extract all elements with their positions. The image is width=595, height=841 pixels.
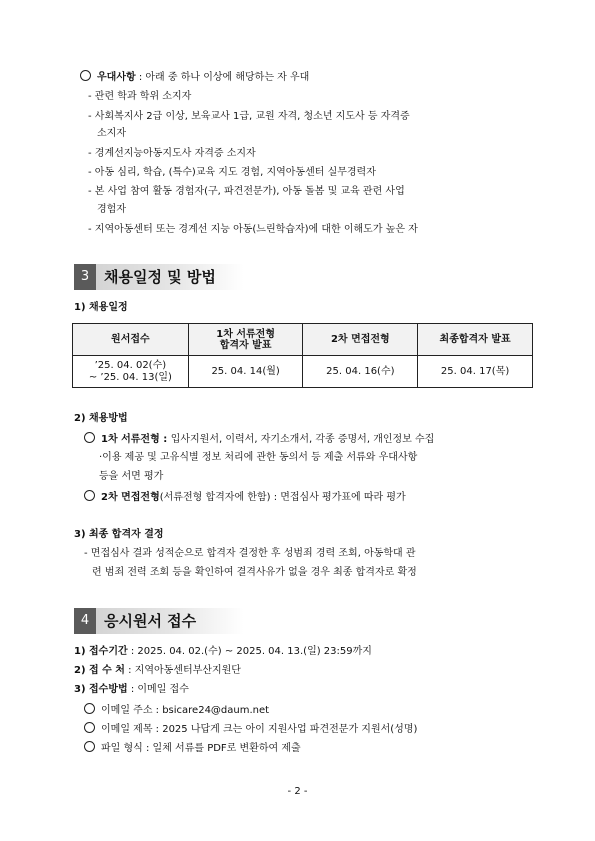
section-4-header <box>74 608 244 634</box>
circle-bullet-icon <box>84 741 95 752</box>
circle-bullet-icon <box>84 703 95 714</box>
subheading-method: 2) 채용방법 <box>74 413 128 424</box>
circle-bullet-icon <box>80 70 91 81</box>
subheading-schedule: 1) 채용일정 <box>74 302 128 313</box>
table-cell: ’25. 04. 02(수) ~ ’25. 04. 13(일) <box>73 356 189 388</box>
table-cell: 25. 04. 16(수) <box>303 356 418 388</box>
section-3-header <box>74 264 244 290</box>
preference-item: - 아동 심리, 학습, (특수)교육 지도 경험, 지역아동센터 실무경력자 <box>88 167 376 178</box>
section-title: 채용일정 및 방법 <box>104 268 216 286</box>
preference-item: 소지자 <box>97 128 126 139</box>
method-item-1: 1차 서류전형 : 입사지원서, 이력서, 자기소개서, 각종 증명서, 개인정보 수집 <box>84 432 434 447</box>
table-cell: 25. 04. 17(목) <box>418 356 533 388</box>
table-header-cell: 2차 면접전형 <box>303 324 418 356</box>
section-number: 3 <box>74 264 96 290</box>
method-item-1-line2: ·이용 제공 및 고유식별 정보 처리에 관한 동의서 등 제출 서류와 우대사항 <box>99 452 418 463</box>
schedule-table <box>72 323 533 388</box>
method-item-2: 2차 면접전형(서류전형 합격자에 한함) : 면접심사 평가표에 따라 평가 <box>84 490 406 505</box>
preference-item: 경험자 <box>97 204 126 215</box>
final-decision-line: 련 범죄 전력 조회 등을 확인하여 결격사유가 없을 경우 최종 합격자로 확정 <box>92 567 417 578</box>
preference-item: - 지역아동센터 또는 경계선 지능 아동(느린학습자)에 대한 이해도가 높은 자 <box>88 224 418 235</box>
preference-item: - 사회복지사 2급 이상, 보육교사 1급, 교원 자격, 청소년 지도사 등 자격증 <box>88 111 410 122</box>
section-title: 응시원서 접수 <box>104 612 197 630</box>
application-method: 3) 접수방법 : 이메일 접수 <box>74 684 189 695</box>
table-row <box>73 356 533 388</box>
section-number: 4 <box>74 608 96 634</box>
final-decision-line: - 면접심사 결과 성적순으로 합격자 결정한 후 성범죄 경력 조회, 아동학대 관 <box>84 548 416 559</box>
circle-bullet-icon <box>84 432 95 443</box>
circle-bullet-icon <box>84 490 95 501</box>
preference-item: - 본 사업 참여 활동 경험자(구, 파견전문가), 아동 돌봄 및 교육 관련 사업 <box>88 186 405 197</box>
application-item: 이메일 주소 : bsicare24@daum.net <box>84 703 269 718</box>
table-header-cell: 1차 서류전형 합격자 발표 <box>188 324 303 356</box>
table-header-cell: 최종합격자 발표 <box>418 324 533 356</box>
preference-item: - 경계선지능아동지도사 자격증 소지자 <box>88 148 256 159</box>
subheading-final: 3) 최종 합격자 결정 <box>74 529 164 540</box>
circle-bullet-icon <box>84 722 95 733</box>
application-place: 2) 접 수 처 : 지역아동센터부산지원단 <box>74 665 241 676</box>
preference-heading: 우대사항 : 아래 중 하나 이상에 해당하는 자 우대 <box>80 70 309 85</box>
table-header-row <box>73 324 533 356</box>
application-item: 파일 형식 : 일체 서류를 PDF로 변환하여 제출 <box>84 741 301 756</box>
page-number: - 2 - <box>287 786 308 797</box>
preference-item: - 관련 학과 학위 소지자 <box>88 91 192 102</box>
application-period: 1) 접수기간 : 2025. 04. 02.(수) ~ 2025. 04. 13.(일) 23:59까지 <box>74 646 372 657</box>
table-cell: 25. 04. 14(월) <box>188 356 303 388</box>
method-item-1-line3: 등을 서면 평가 <box>99 471 164 482</box>
table-header-cell: 원서접수 <box>73 324 189 356</box>
application-item: 이메일 제목 : 2025 나답게 크는 아이 지원사업 파견전문가 지원서(성명) <box>84 722 417 737</box>
